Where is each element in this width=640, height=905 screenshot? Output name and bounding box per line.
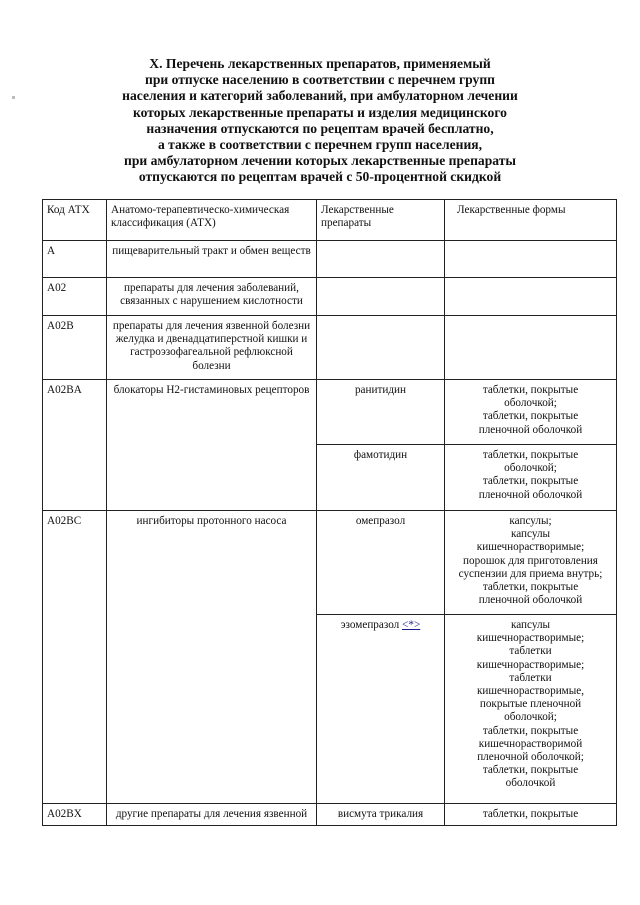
title-line: назначения отпускаются по рецептам врачей бесплатно,	[146, 120, 494, 136]
dosage-forms	[445, 445, 617, 511]
drug-name: фамотидин	[317, 445, 445, 511]
atc-code: A02	[43, 278, 107, 316]
table-row	[43, 241, 617, 278]
form-line: оболочкой;	[504, 711, 557, 724]
drug-cell	[317, 316, 445, 380]
atc-classification: блокаторы H2-гистаминовых рецепторов	[107, 380, 317, 511]
form-line: оболочкой	[505, 777, 556, 790]
form-line: таблетки, покрытые	[482, 808, 579, 820]
drug-name: висмута трикалия	[317, 804, 445, 826]
form-line: капсулы	[510, 528, 551, 541]
drug-name: эзомепразол	[340, 619, 400, 631]
form-line: таблетки, покрытые	[482, 410, 579, 423]
form-line: капсулы	[510, 619, 551, 631]
form-line: кишечнорастворимые;	[476, 632, 585, 645]
footnote-link[interactable]: <*>	[402, 619, 421, 631]
form-line: таблетки, покрытые	[482, 724, 579, 737]
header-code: Код АТХ	[43, 200, 107, 241]
drug-name: омепразол	[317, 511, 445, 615]
scan-dot	[12, 96, 15, 99]
atc-code: A02BX	[43, 804, 107, 826]
table-row	[43, 278, 617, 316]
atc-classification: пищеварительный тракт и обмен веществ	[107, 241, 317, 278]
title-line: населения и категорий заболеваний, при амбулаторном лечении	[122, 88, 518, 104]
table-row	[43, 804, 617, 826]
form-line: таблетки, покрытые	[482, 581, 579, 594]
form-cell	[445, 241, 617, 278]
form-line: кишечнорастворимые,	[476, 685, 585, 698]
header-classification: Анатомо-терапевтическо-химическая классификация (АТХ)	[107, 200, 317, 241]
title-line: X. Перечень лекарственных препаратов, применяемый	[149, 56, 491, 71]
atc-code: A02BA	[43, 380, 107, 511]
table-row	[43, 316, 617, 380]
form-line: пленочной оболочкой	[478, 423, 583, 436]
title-line: отпускаются по рецептам врачей с 50-процентной скидкой	[138, 169, 502, 185]
form-line: капсулы;	[509, 515, 552, 527]
drug-cell	[317, 241, 445, 278]
atc-table	[42, 199, 617, 826]
form-cell	[445, 278, 617, 316]
atc-classification: препараты для лечения заболеваний, связанных с нарушением кислотности	[107, 278, 317, 316]
form-line: пленочной оболочкой	[478, 594, 583, 607]
form-line: кишечнорастворимые;	[476, 658, 585, 671]
dosage-forms	[445, 511, 617, 615]
table-header-row	[43, 200, 617, 241]
header-forms: Лекарственные формы	[445, 200, 617, 241]
form-line: таблетки, покрытые	[482, 475, 579, 488]
atc-code: A	[43, 241, 107, 278]
title-line: а также в соответствии с перечнем групп населения,	[157, 137, 483, 153]
form-line: таблетки, покрытые	[482, 384, 579, 396]
form-line: таблетки, покрытые	[482, 449, 579, 461]
title-line: при амбулаторном лечении которых лекарственные препараты	[123, 153, 516, 169]
title-line: которых лекарственные препараты и изделия медицинского	[133, 104, 507, 120]
table-row	[43, 380, 617, 445]
form-line: оболочкой;	[504, 462, 557, 475]
form-line: суспензии для приема внутрь;	[458, 567, 603, 580]
atc-code: A02B	[43, 316, 107, 380]
dosage-forms	[445, 380, 617, 445]
table-row	[43, 511, 617, 615]
dosage-forms	[445, 615, 617, 804]
form-line: пленочной оболочкой;	[477, 751, 584, 764]
atc-classification: ингибиторы протонного насоса	[107, 511, 317, 804]
header-drugs: Лекарственные препараты	[317, 200, 445, 241]
document-title	[60, 56, 580, 186]
atc-classification: другие препараты для лечения язвенной	[107, 804, 317, 826]
drug-cell	[317, 278, 445, 316]
drug-name: ранитидин	[317, 380, 445, 445]
dosage-forms	[445, 804, 617, 826]
form-line: кишечнорастворимые;	[476, 541, 585, 554]
form-line: оболочкой;	[504, 397, 557, 410]
atc-code: A02BC	[43, 511, 107, 804]
drug-name-cell	[317, 615, 445, 804]
atc-classification: препараты для лечения язвенной болезни желудка и двенадцатиперстной кишки и гастроэзофагеальной рефлюксной болезни	[107, 316, 317, 380]
form-line: таблетки	[509, 671, 552, 684]
form-cell	[445, 316, 617, 380]
form-line: таблетки	[509, 645, 552, 658]
form-line: пленочной оболочкой	[478, 488, 583, 501]
form-line: кишечнорастворимой	[478, 737, 583, 750]
form-line: покрытые пленочной	[479, 698, 582, 711]
form-line: порошок для приготовления	[463, 554, 598, 567]
title-line: при отпуске населению в соответствии с перечнем групп	[144, 72, 496, 88]
form-line: таблетки, покрытые	[482, 764, 579, 777]
